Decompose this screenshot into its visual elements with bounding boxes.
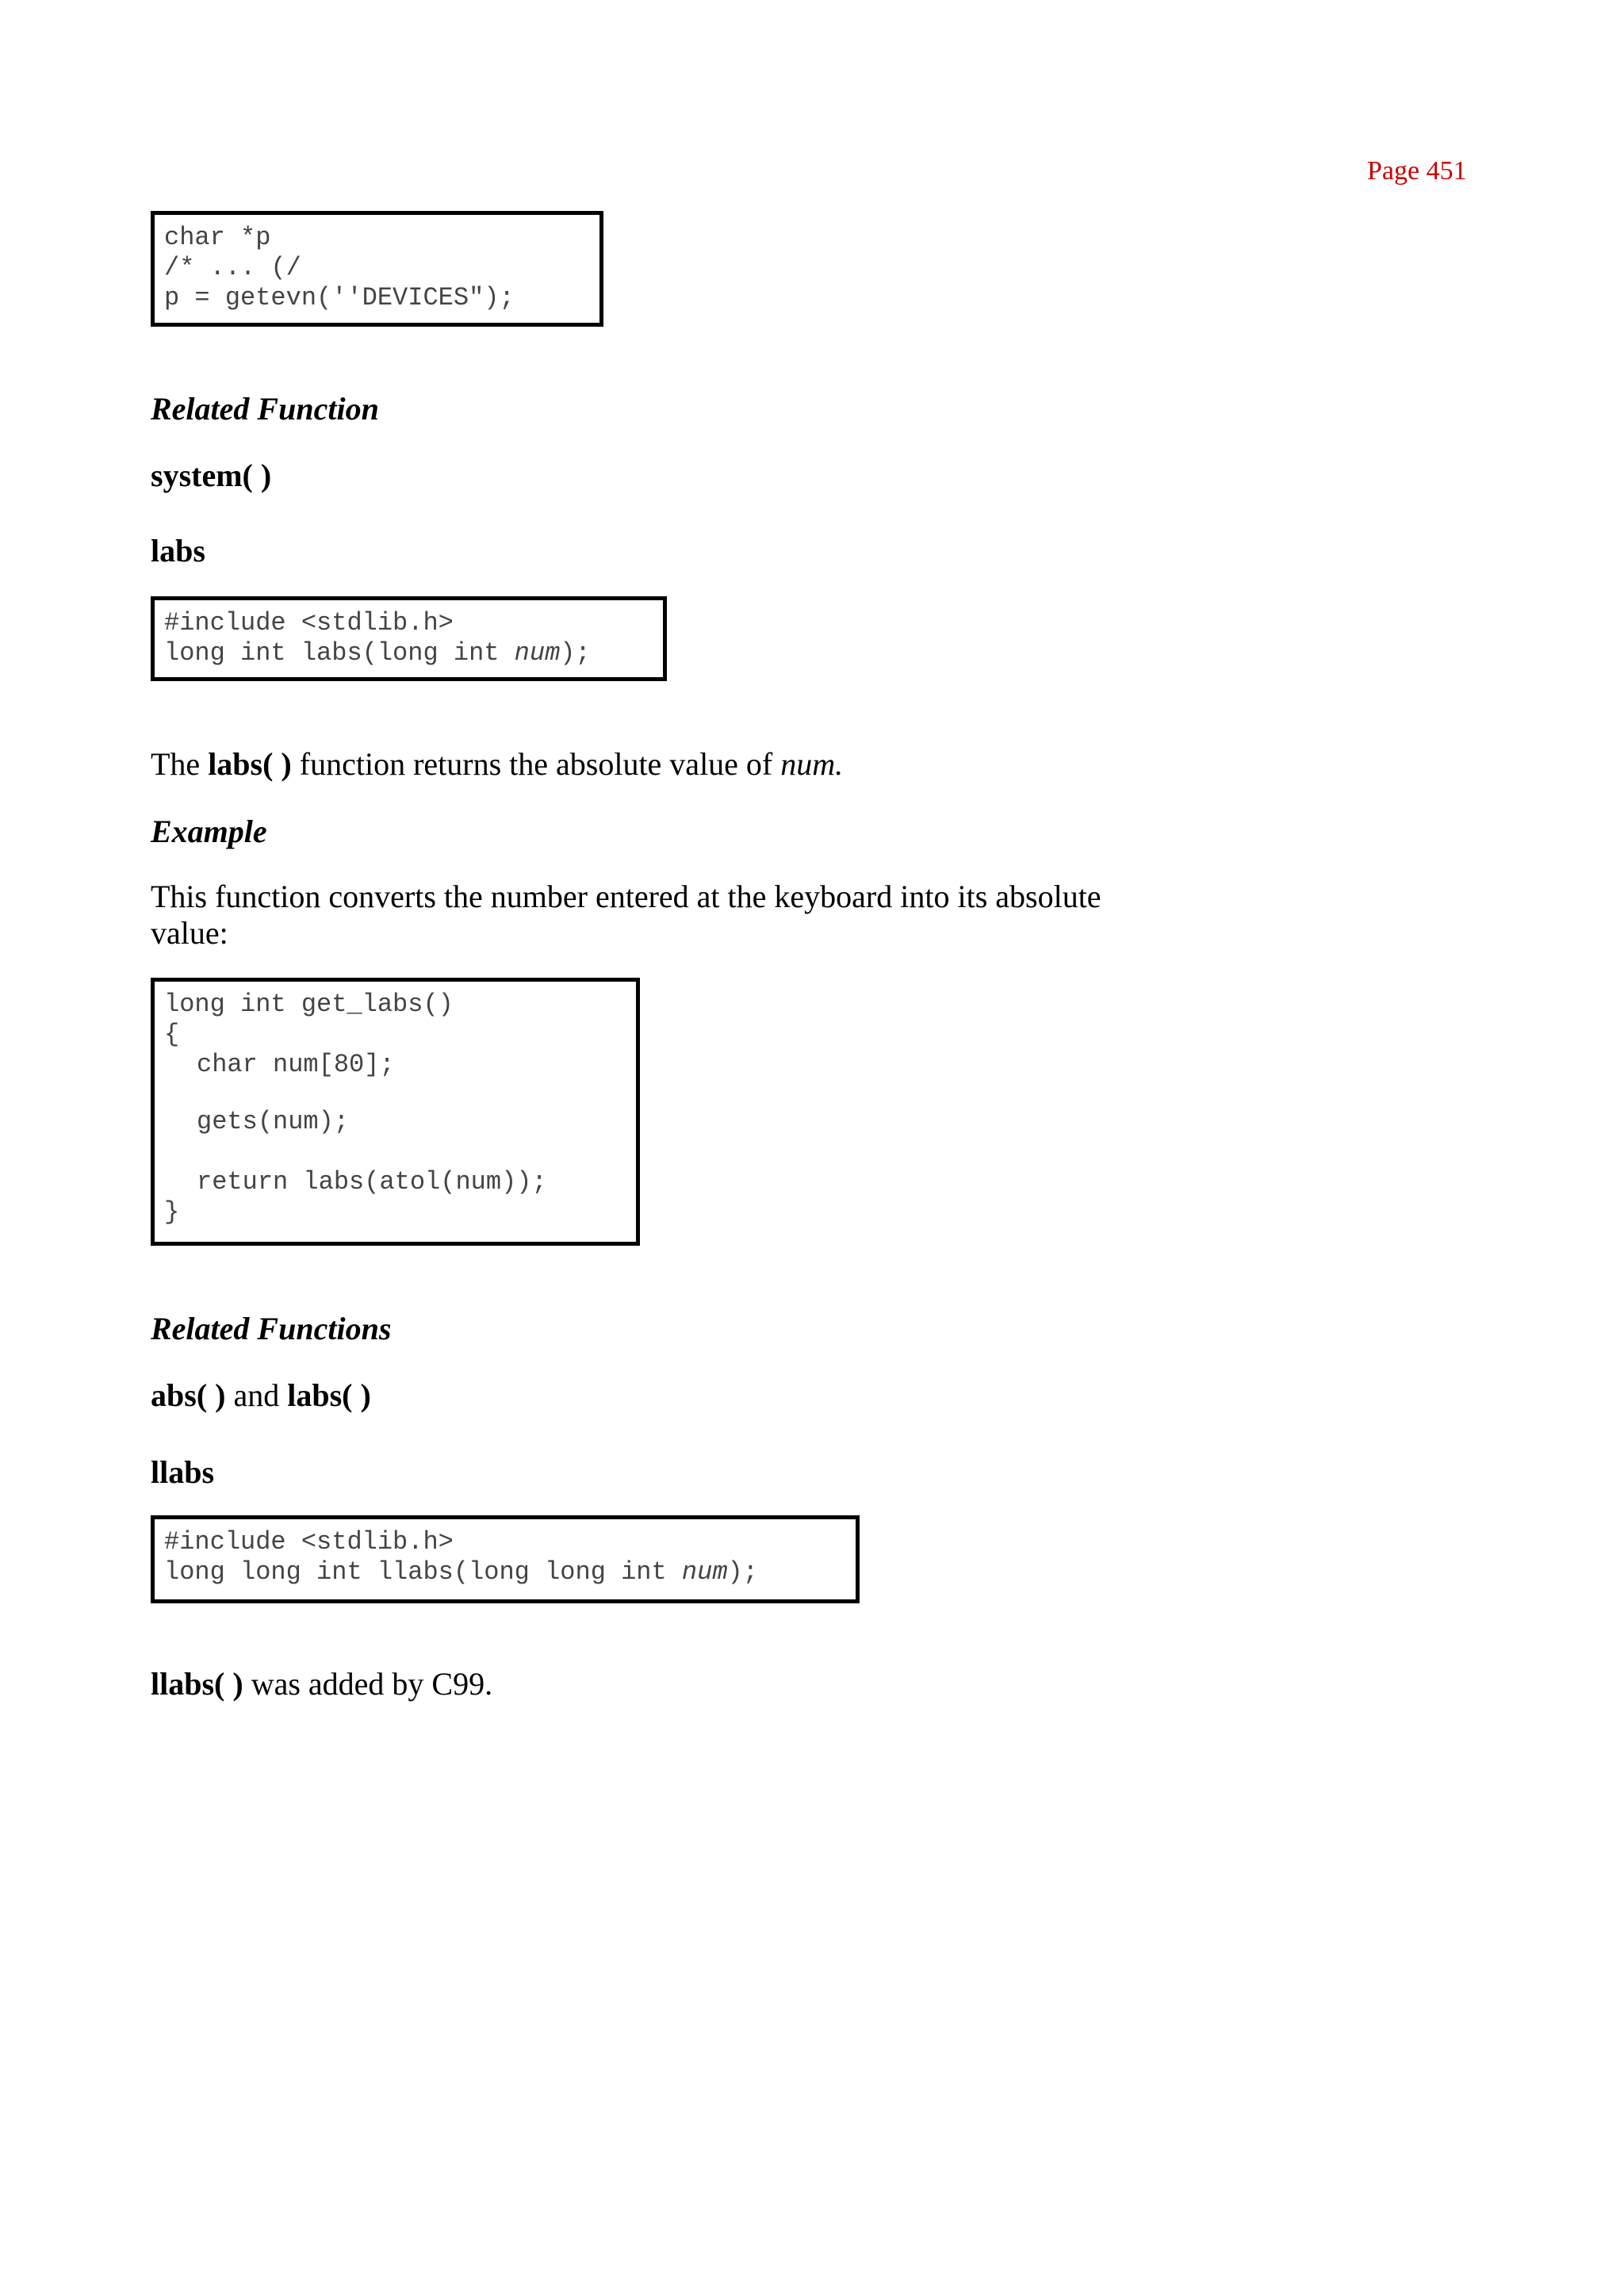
code-param: num [681, 1557, 728, 1587]
related-functions-heading: Related Functions [151, 1311, 392, 1346]
code-text: ); [560, 638, 591, 668]
code-line [164, 1050, 636, 1080]
code-text: char num[80]; [197, 1050, 395, 1079]
code-line: long int get_labs() [164, 990, 454, 1019]
desc-text: function returns the absolute value of [291, 746, 781, 782]
example-heading: Example [151, 814, 267, 849]
code-text: return labs(atol(num)); [197, 1167, 547, 1197]
related-func: abs( ) [151, 1377, 226, 1413]
example-text-line: This function converts the number entered at the keyboard into its absolute [151, 879, 1101, 914]
example-text [151, 879, 1101, 952]
related-text: and [225, 1377, 288, 1413]
getenv-code-box [151, 211, 603, 327]
note-func: llabs( ) [151, 1666, 243, 1702]
example-code-box [151, 978, 640, 1246]
labs-title: labs [151, 533, 205, 569]
code-line: #include <stdlib.h> [164, 608, 454, 638]
page-number: Page 451 [1367, 156, 1467, 186]
llabs-note [151, 1666, 492, 1702]
code-line [164, 1167, 636, 1197]
related-functions-list [151, 1377, 371, 1414]
desc-text: The [151, 746, 209, 782]
code-line: #include <stdlib.h> [164, 1527, 454, 1557]
code-line [164, 638, 663, 668]
code-text: long int labs(long int [164, 638, 515, 668]
code-line: p = getevn(''DEVICES"); [164, 283, 515, 312]
labs-description [151, 746, 843, 783]
labs-prototype-box [151, 596, 667, 681]
llabs-prototype-box [151, 1515, 860, 1603]
code-line [164, 1107, 636, 1137]
code-line: } [164, 1197, 180, 1227]
code-text: long long int llabs(long long int [164, 1557, 682, 1587]
example-text-line: value: [151, 915, 228, 951]
code-param: num [514, 638, 561, 668]
related-function-heading: Related Function [151, 391, 379, 427]
note-text: was added by C99. [243, 1666, 493, 1702]
code-line: { [164, 1020, 180, 1049]
code-line: char *p [164, 223, 271, 252]
code-line: /* ... (/ [164, 253, 301, 282]
desc-func: labs( ) [208, 746, 292, 782]
code-text: gets(num); [197, 1107, 350, 1136]
code-line [164, 1557, 856, 1587]
code-text: ); [727, 1557, 758, 1587]
related-func: labs( ) [287, 1377, 371, 1413]
desc-param: num. [780, 746, 844, 782]
llabs-title: llabs [151, 1454, 215, 1490]
related-function-item: system( ) [151, 458, 272, 493]
